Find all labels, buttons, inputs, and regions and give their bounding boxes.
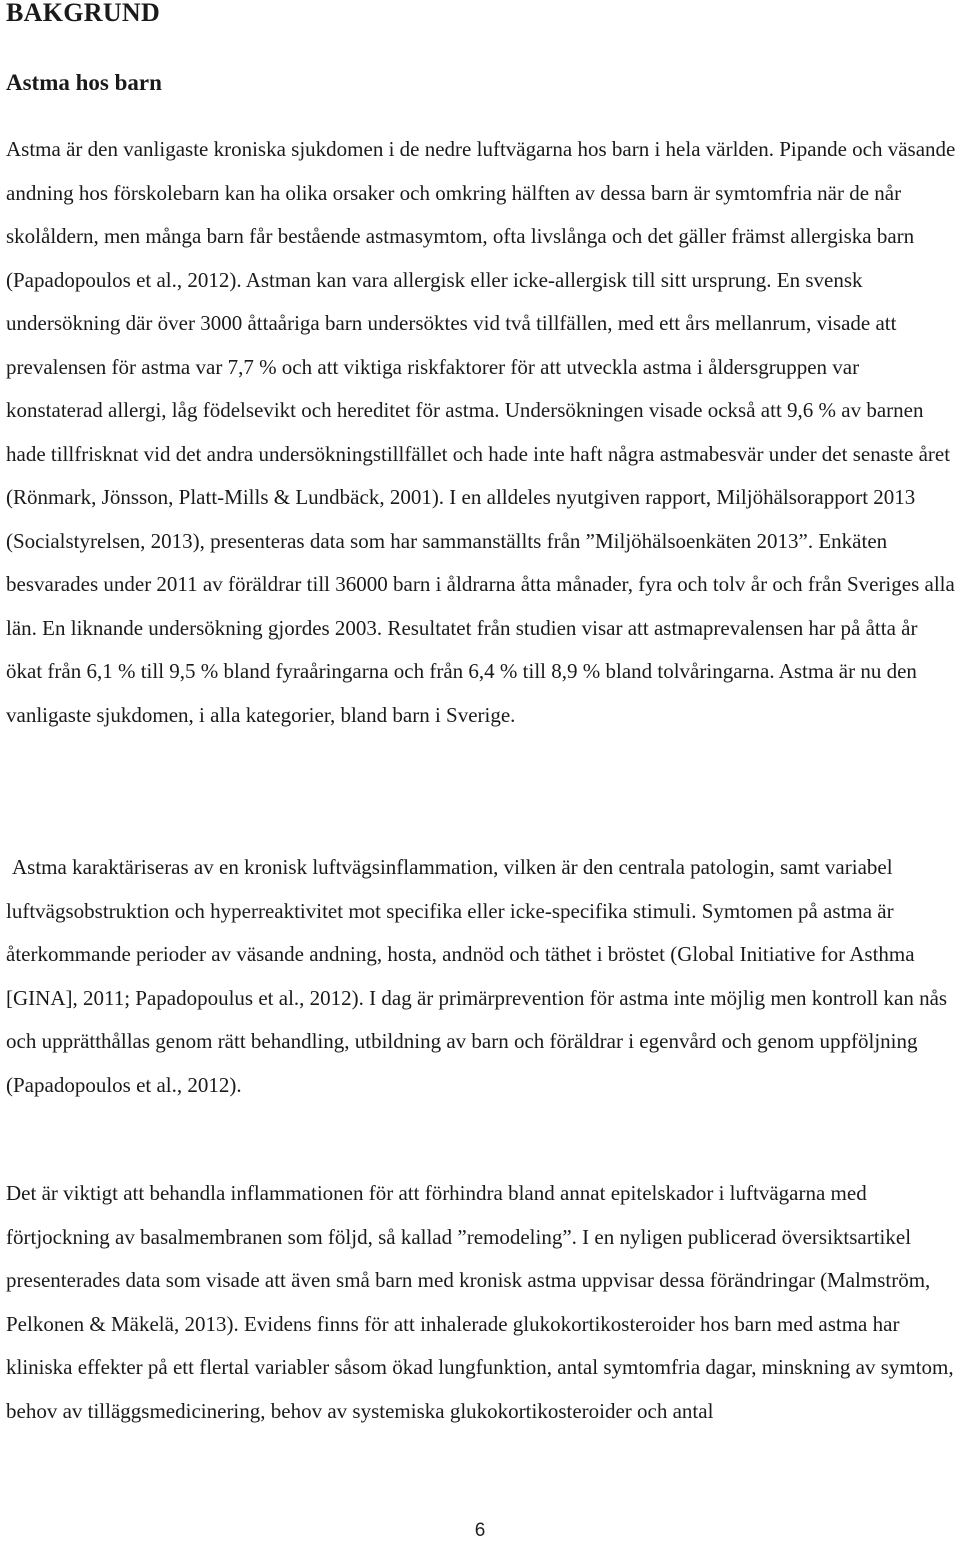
body-paragraph-1: Astma är den vanligaste kroniska sjukdomen i de nedre luftvägarna hos barn i hela världen. Pipande och väsande andning hos förskolebarn kan ha olika orsaker och omkring hälften av dessa barn är symtomfria när de når skolåldern, men många barn får bestående astmasymtom, ofta livslånga och det gäller främst allergiska barn (Papadopoulos et al., 2012). Astman kan vara allergisk eller icke-allergisk till sitt ursprung. En svensk undersökning där över 3000 åttaåriga barn undersöktes vid två tillfällen, med ett års mellanrum, visade att prevalensen för astma var 7,7 % och att viktiga riskfaktorer för att utveckla astma i åldersgruppen var konstaterad allergi, låg födelsevikt och hereditet för astma. Undersökningen visade också att 9,6 % av barnen hade tillfrisknat vid det andra undersökningstillfället och hade inte haft några astmabesvär under det senaste året (Rönmark, Jönsson, Platt-Mills & Lundbäck, 2001). I en alldeles nyutgiven rapport, Miljöhälsorapport 2013 (Socialstyrelsen, 2013), presenteras data som har sammanställts från ”Miljöhälsoenkäten 2013”. Enkäten besvarades under 2011 av föräldrar till 36000 barn i åldrarna åtta månader, fyra och tolv år och från Sveriges alla län. En liknande undersökning gjordes 2003. Resultatet från studien visar att astmaprevalensen har på åtta år ökat från 6,1 % till 9,5 % bland fyraåringarna och från 6,4 % till 8,9 % bland tolvåringarna. Astma är nu den vanligaste sjukdomen, i alla kategorier, bland barn i Sverige. bbox=[6, 137, 956, 727]
body-paragraph-3: Det är viktigt att behandla inflammationen för att förhindra bland annat epitelskador i luftvägarna med förtjockning av basalmembranen som följd, så kallad ”remodeling”. I en nyligen publicerad översiktsartikel presenterades data som visade att även små barn med kronisk astma uppvisar dessa förändringar (Malmström, Pelkonen & Mäkelä, 2013). Evidens finns för att inhalerade glukokortikosteroider hos barn med astma har kliniska effekter på ett flertal variabler såsom ökad lungfunktion, antal symtomfria dagar, minskning av symtom, behov av tilläggsmedicinering, behov av systemiska glukokortikosteroider och antal bbox=[6, 1181, 954, 1423]
subsection-title: Astma hos barn bbox=[6, 70, 162, 95]
section-title: BAKGRUND bbox=[6, 0, 161, 27]
body-paragraph-2: Astma karaktäriseras av en kronisk luftvägsinflammation, vilken är den centrala patologin, samt variabel luftvägsobstruktion och hyperreaktivitet mot specifika eller icke-specifika stimuli. Symtomen på astma är återkommande perioder av väsande andning, hosta, andnöd och täthet i bröstet (Global Initiative for Asthma [GINA], 2011; Papadopoulus et al., 2012). I dag är primärprevention för astma inte möjlig men kontroll kan nås och upprätthållas genom rätt behandling, utbildning av barn och föräldrar i egenvård och genom uppföljning (Papadopoulos et al., 2012). bbox=[6, 855, 948, 1097]
page-number: 6 bbox=[474, 1520, 486, 1541]
